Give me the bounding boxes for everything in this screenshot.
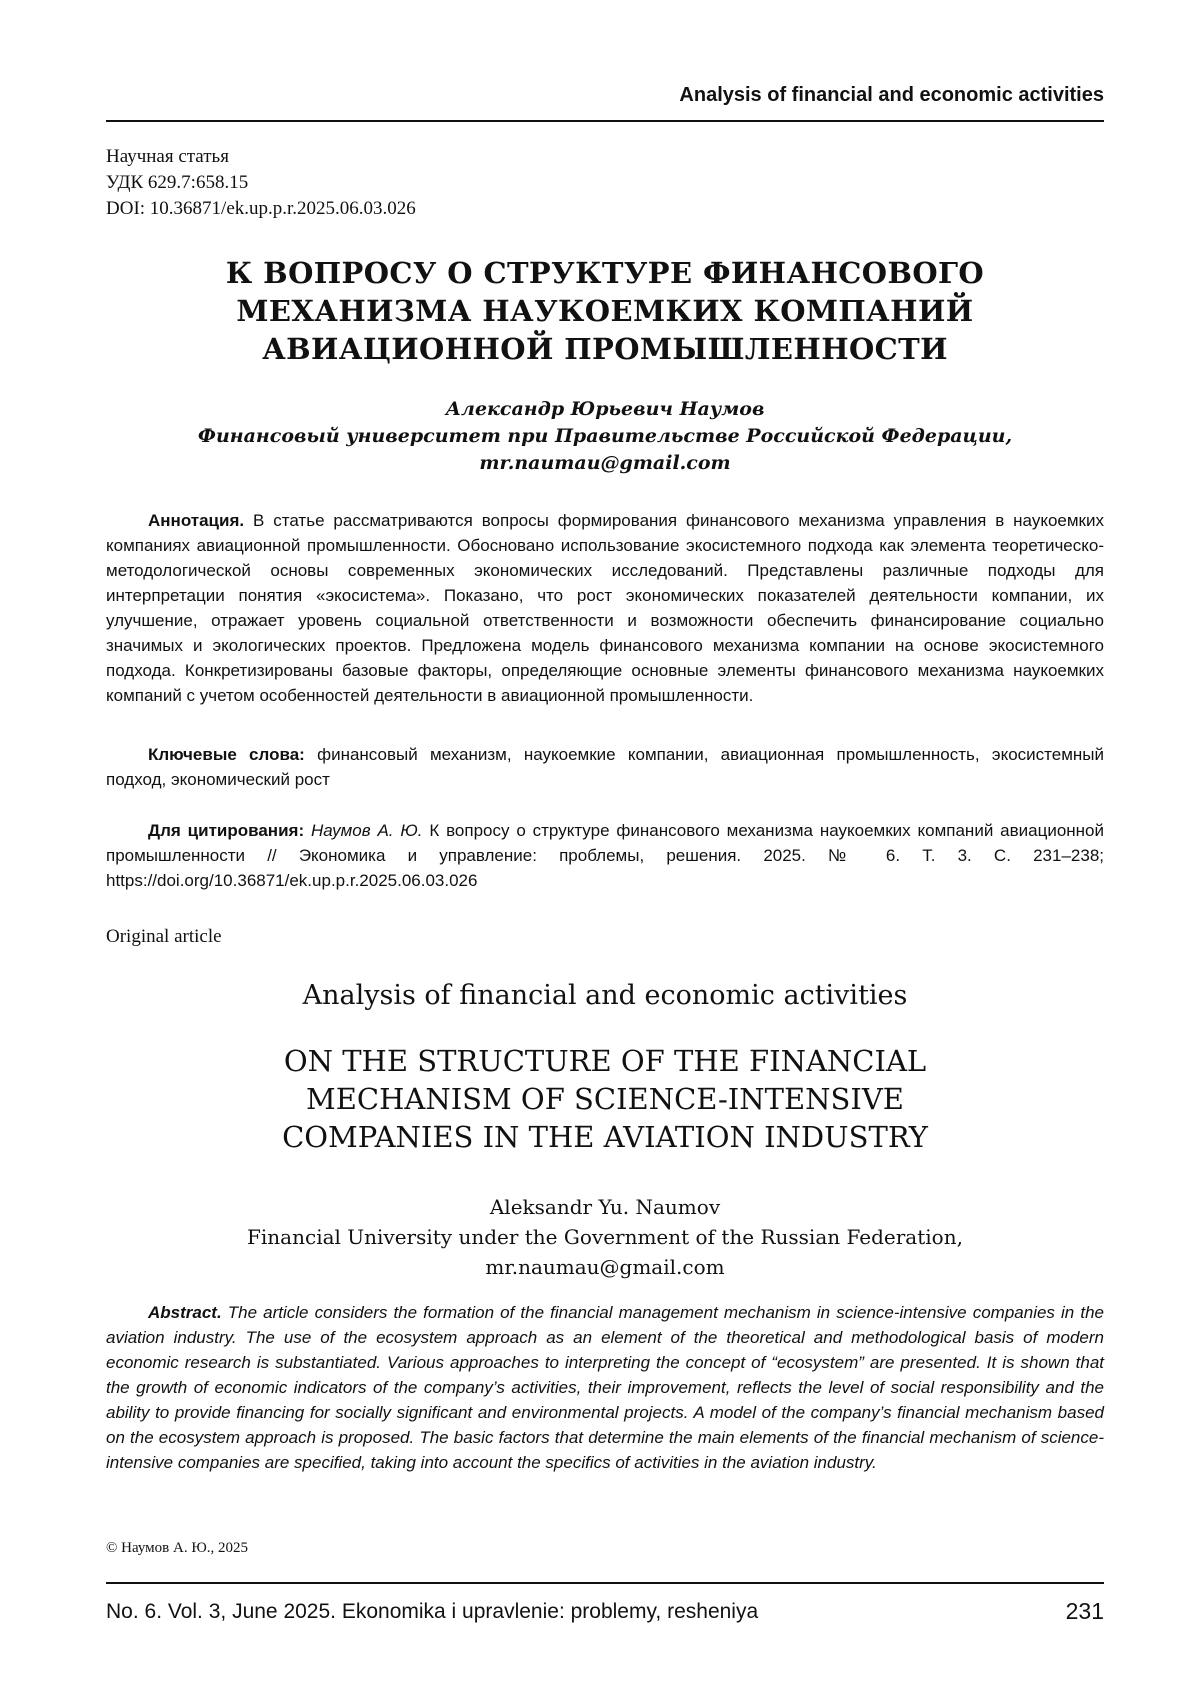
article-page	[106, 0, 1104, 1698]
english-abstract-label: Abstract.	[148, 1303, 222, 1322]
russian-abstract	[106, 508, 1104, 708]
english-title	[106, 1042, 1104, 1156]
russian-title	[106, 254, 1104, 368]
english-rubric: Analysis of financial and economic activities	[302, 980, 908, 1011]
article-type: Научная статья	[106, 146, 229, 167]
russian-keywords	[106, 742, 1104, 792]
english-author-block	[106, 1192, 1104, 1282]
doi: DOI: 10.36871/ek.up.p.r.2025.06.03.026	[106, 198, 416, 219]
russian-title-line: МЕХАНИЗМА НАУКОЕМКИХ КОМПАНИЙ	[236, 294, 974, 328]
english-title-line: MECHANISM OF SCIENCE-INTENSIVE	[306, 1082, 904, 1116]
keywords-label: Ключевые слова:	[148, 745, 305, 764]
russian-affiliation: Финансовый университет при Правительстве Российской Федерации,	[197, 425, 1013, 447]
citation-text: К вопросу о структуре финансового механизма наукоемких компаний авиационной промышленности // Экономика и управление: проблемы, решения. 2025. № 6. Т. 3. С. 231–238; https://doi.org/10.36871/ek.up.p.r.2025.06.03.026	[106, 821, 1105, 890]
abstract-label: Аннотация.	[148, 511, 245, 530]
journal-footer: No. 6. Vol. 3, June 2025. Ekonomika i upravlenie: problemy, resheniya	[106, 1600, 759, 1623]
russian-author-block	[106, 396, 1104, 477]
keywords-text: финансовый механизм, наукоемкие компании, авиационная промышленность, экосистемный подход, экономический рост	[106, 745, 1104, 789]
english-email: mr.naumau@gmail.com	[485, 1255, 725, 1279]
russian-title-line: К ВОПРОСУ О СТРУКТУРЕ ФИНАНСОВОГО	[225, 256, 985, 290]
page-number: 231	[1065, 1598, 1104, 1624]
english-abstract	[106, 1300, 1104, 1475]
russian-email: mr.naumau@gmail.com	[479, 452, 731, 474]
abstract-text: В статье рассматриваются вопросы формирования финансового механизма управления в наукоемких компаниях авиационной промышленности. Обосновано использование экосистемного подхода как элемента теоретическо-методологической основы современных экономических исследований. Представлены различные подходы для интерпретации понятия «экосистема». Показано, что рост экономических показателей деятельности компании, их улучшение, отражает уровень социальной ответственности и возможности обеспечить финансирование социально значимых и экологических проектов. Предложена модель финансового механизма компании на основе экосистемного подхода. Конкретизированы базовые факторы, определяющие основные элементы финансового механизма наукоемких компаний с учетом особенностей деятельности в авиационной промышленности.	[106, 511, 1104, 705]
english-title-line: COMPANIES IN THE AVIATION INDUSTRY	[282, 1120, 928, 1154]
running-header: Analysis of financial and economic activities	[679, 84, 1104, 106]
footer-rule	[106, 1582, 1104, 1584]
copyright-notice: © Наумов А. Ю., 2025	[106, 1540, 249, 1556]
english-title-line: ON THE STRUCTURE OF THE FINANCIAL	[283, 1044, 927, 1078]
english-author-name: Aleksandr Yu. Naumov	[489, 1195, 721, 1219]
header-rule	[106, 120, 1104, 122]
udc-code: УДК 629.7:658.15	[106, 172, 249, 193]
original-article-label: Original article	[106, 926, 222, 947]
english-abstract-text: The article considers the formation of the financial management mechanism in science-intensive companies in the aviation industry. The use of the ecosystem approach as an element of the theoretical and methodological basis of modern economic research is substantiated. Various approaches to interpreting the concept of “ecosystem” are presented. It is shown that the growth of economic indicators of the company’s activities, their improvement, reflects the level of social responsibility and the ability to provide financing for socially significant and environmental projects. A model of the company’s financial mechanism based on the ecosystem approach is proposed. The basic factors that determine the main elements of the financial mechanism of science-intensive companies are specified, taking into account the specifics of activities in the aviation industry.	[106, 1303, 1104, 1472]
russian-title-line: АВИАЦИОННОЙ ПРОМЫШЛЕННОСТИ	[262, 332, 948, 366]
citation-author: Наумов А. Ю.	[310, 821, 423, 840]
citation-label: Для цитирования:	[148, 821, 305, 840]
russian-author-name: Александр Юрьевич Наумов	[445, 398, 765, 420]
article-meta	[106, 144, 416, 222]
english-affiliation: Financial University under the Government of the Russian Federation,	[247, 1225, 963, 1249]
citation	[106, 818, 1104, 893]
